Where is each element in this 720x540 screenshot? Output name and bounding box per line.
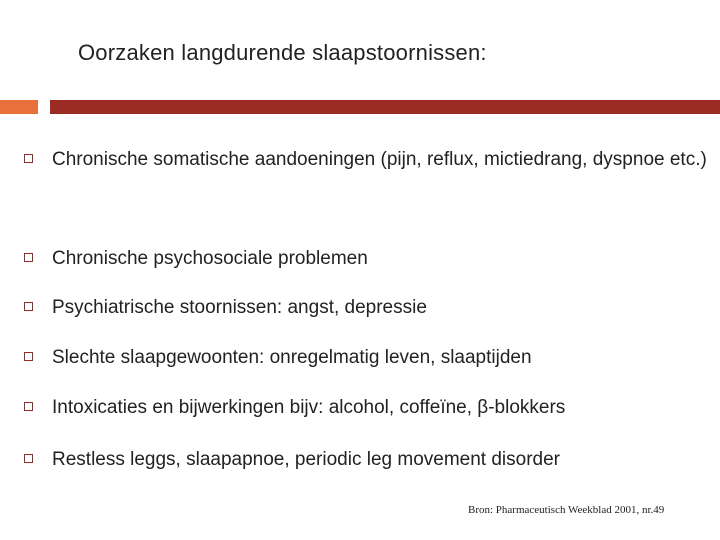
- title-underline-accent: [0, 100, 38, 114]
- square-bullet-icon: [24, 402, 33, 411]
- source-citation: Bron: Pharmaceutisch Weekblad 2001, nr.49: [468, 504, 665, 516]
- square-bullet-icon: [24, 352, 33, 361]
- bullet-text: Psychiatrische stoornissen: angst, depressie: [52, 297, 427, 318]
- square-bullet-icon: [24, 154, 33, 163]
- bullet-text: Chronische psychosociale problemen: [52, 248, 368, 269]
- bullet-text: Intoxicaties en bijwerkingen bijv: alcohol, coffeïne, β-blokkers: [52, 397, 566, 418]
- bullet-text: Slechte slaapgewoonten: onregelmatig leven, slaaptijden: [52, 347, 532, 368]
- square-bullet-icon: [24, 302, 33, 311]
- bullet-text: Restless leggs, slaapapnoe, periodic leg movement disorder: [52, 449, 560, 470]
- title-underline-bar: [50, 100, 720, 114]
- square-bullet-icon: [24, 454, 33, 463]
- bullet-text: Chronische somatische aandoeningen (pijn, reflux, mictiedrang, dyspnoe etc.): [52, 149, 707, 170]
- slide-title: Oorzaken langdurende slaapstoornissen:: [78, 40, 487, 65]
- square-bullet-icon: [24, 253, 33, 262]
